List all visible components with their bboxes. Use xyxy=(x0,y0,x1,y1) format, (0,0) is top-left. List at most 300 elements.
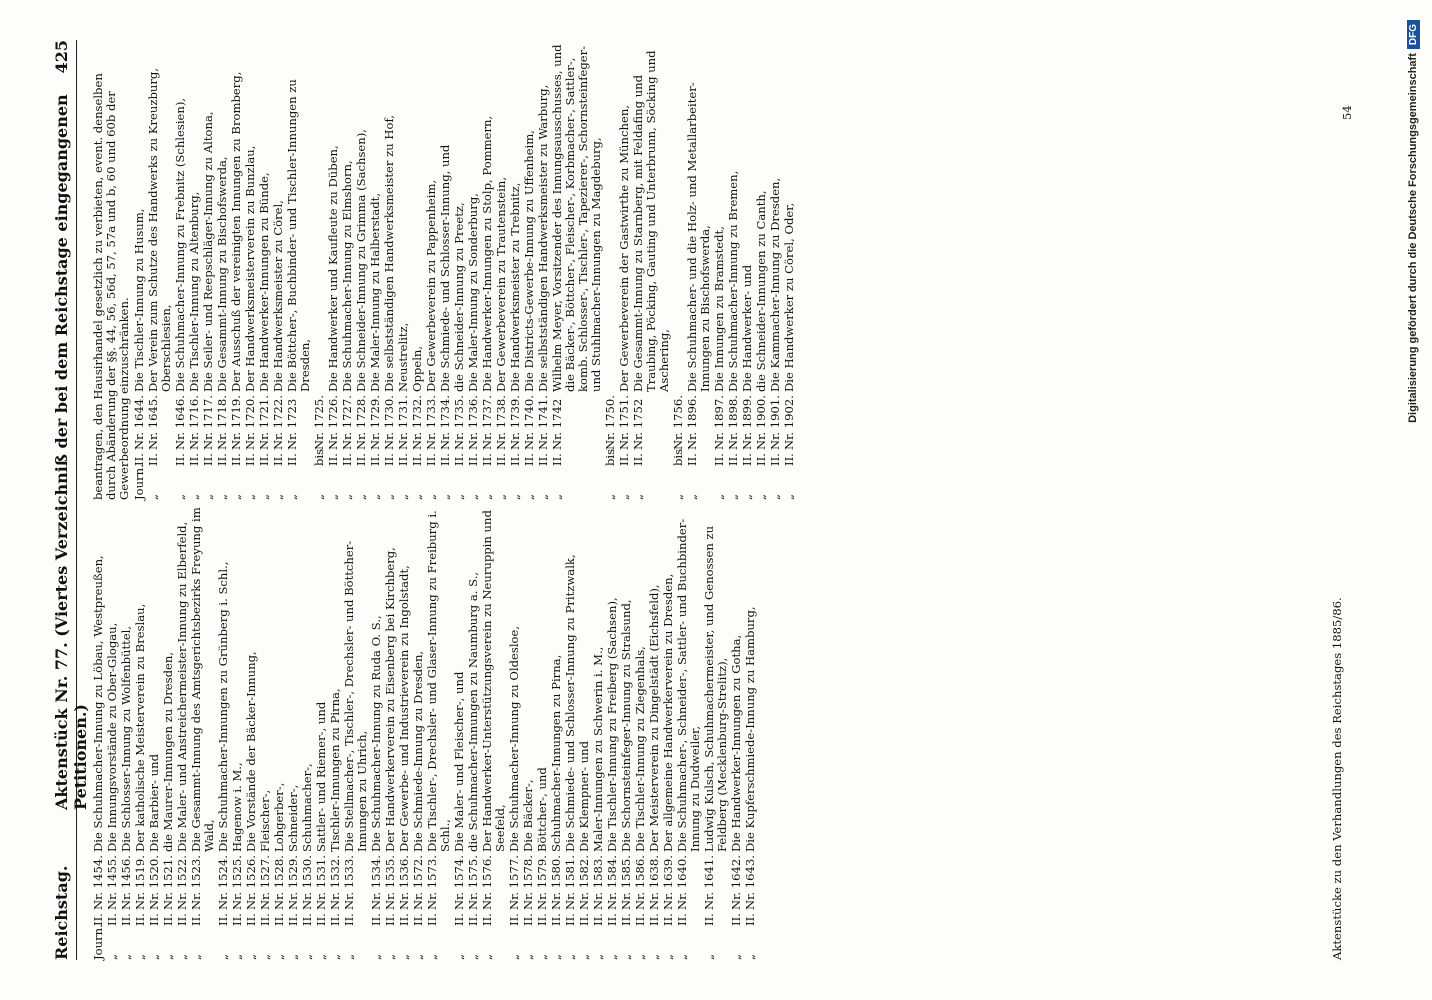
petition-description: Die Gesammt-Innung zu Starnberg, mit Feldafing und Traubing, Pöcking, Gauting und Unterbrunn, Söcking und Aschering, xyxy=(631,50,671,392)
petition-number: Nr. 1575. xyxy=(466,855,480,910)
petition-entry xyxy=(370,500,383,960)
petition-description: Die Schmiede- und Schlosser-Innung, und xyxy=(438,144,452,392)
petition-number: Nr. 1646. xyxy=(173,395,187,450)
journal-mark: „ xyxy=(354,493,368,500)
part-number: II. xyxy=(314,913,328,926)
journal-mark: „ xyxy=(215,493,229,500)
part-number: II. xyxy=(396,453,410,466)
part-number: II. xyxy=(369,913,383,926)
petition-number: Nr. 1742 xyxy=(550,398,564,450)
petition-entry xyxy=(481,40,494,500)
petition-number: Nr. 1532. xyxy=(328,855,342,910)
petition-number: Nr. 1572. xyxy=(411,855,425,910)
petition-number: Nr. 1530. xyxy=(300,855,314,910)
petition-number: Nr. 1638. xyxy=(647,855,661,910)
petition-entry xyxy=(301,500,314,960)
petition-number: Nr. 1643. xyxy=(743,855,757,910)
journal-mark: „ xyxy=(326,493,340,500)
petition-number: Nr. 1896. xyxy=(685,395,699,450)
part-number: II. xyxy=(661,913,675,926)
petition-description xyxy=(672,40,685,392)
petition-description: Der Verein zum Schutze des Handwerks zu Kreuzburg, Oberschlesien, xyxy=(146,67,173,392)
part-number: II. xyxy=(91,913,105,926)
part-number: II. xyxy=(105,913,119,926)
part-number: II. xyxy=(522,453,536,466)
petition-entry xyxy=(550,500,563,960)
petition-number: Nr. 1456. xyxy=(119,855,133,910)
petition-entry xyxy=(439,40,452,500)
petition-entry xyxy=(134,500,147,960)
journal-mark: „ xyxy=(452,493,466,500)
petition-number: Nr. 1726. xyxy=(326,395,340,450)
journal-mark: „ xyxy=(729,953,743,960)
petition-entry xyxy=(133,40,146,500)
petition-number: Nr. 1722. xyxy=(271,395,285,450)
journal-mark: „ xyxy=(536,493,550,500)
part-number: II. xyxy=(244,913,258,926)
petition-number: Nr. 1536. xyxy=(397,855,411,910)
petition-description: Die selbstständigen Handwerksmeister zu Warburg, xyxy=(536,84,550,392)
petition-entry xyxy=(188,40,201,500)
part-number: II. xyxy=(161,913,175,926)
part-number: II. xyxy=(466,913,480,926)
part-number: II. xyxy=(591,913,605,926)
petition-number: Nr. 1732. xyxy=(410,395,424,450)
petition-description: Die Schuhmacher-, Schneider-, Sattler- und Buchbinder-Innung zu Dudweiler, xyxy=(675,518,702,852)
journal-mark: „ xyxy=(396,493,410,500)
petition-description: Böttcher-, und xyxy=(535,767,549,852)
petition-number: Nr. 1531. xyxy=(314,855,328,910)
journal-mark: „ xyxy=(105,953,119,960)
journal-mark: „ xyxy=(424,493,438,500)
journal-mark: „ xyxy=(368,493,382,500)
journal-mark: „ xyxy=(314,953,328,960)
petition-description: Lohgerber-, xyxy=(272,782,286,852)
part-number: II. xyxy=(425,913,439,926)
header-left: Reichstag. xyxy=(52,865,71,960)
part-number: II. xyxy=(480,453,494,466)
part-number: II. xyxy=(271,453,285,466)
petition-number: Nr. 1716. xyxy=(187,395,201,450)
petition-entry xyxy=(244,40,257,500)
part-number: II. xyxy=(754,453,768,466)
part-number: II. xyxy=(175,913,189,926)
petition-entry xyxy=(744,500,757,960)
journal-mark: „ xyxy=(782,493,796,500)
petition-description: Die Districts-Gewerbe-Innung zu Uffenheim, xyxy=(522,130,536,392)
petition-number: Nr. 1734. xyxy=(438,395,452,450)
petition-number: Nr. 1520. xyxy=(147,855,161,910)
part-number: II. xyxy=(466,453,480,466)
petition-description: Die Maler- und Anstreichermeister-Innung zu Elberfeld, xyxy=(175,521,189,852)
part-number: II. xyxy=(326,453,340,466)
petition-entry xyxy=(190,500,216,960)
petition-number: Nr. 1740. xyxy=(522,395,536,450)
part-number: II. xyxy=(452,453,466,466)
petition-entry xyxy=(672,40,685,500)
petition-number: Nr. 1642. xyxy=(729,855,743,910)
journal-mark: „ xyxy=(438,493,452,500)
right-column-list xyxy=(133,40,796,500)
petition-description: Die Handwerker-Innungen zu Stolp, Pommern, xyxy=(480,115,494,392)
part-number: II. xyxy=(452,913,466,926)
journal-mark: „ xyxy=(480,493,494,500)
part-number: II. xyxy=(577,913,591,926)
petition-entry xyxy=(769,40,782,500)
part-number: II. xyxy=(382,453,396,466)
petition-number: Nr. 1586. xyxy=(633,855,647,910)
petition-number: Nr. 1645. xyxy=(146,395,160,450)
petition-entry xyxy=(730,500,743,960)
part-number: II. xyxy=(740,453,754,466)
petition-description: Die Schuhmacher-Innung zu Oldesloe, xyxy=(507,625,521,852)
petition-description: Der Gewerbeverein zu Trautenstein, xyxy=(494,176,508,392)
journal-mark: „ xyxy=(286,953,300,960)
petition-description: Der Handwerkerverein zu Eisenberg bei Kirchberg, xyxy=(383,547,397,852)
petition-entry xyxy=(411,40,424,500)
petition-number: Nr. 1752 xyxy=(631,398,645,450)
petition-number: Nr. 1644. xyxy=(132,395,146,450)
journal-mark: „ xyxy=(480,953,494,960)
left-column xyxy=(92,500,758,960)
part-number: II. xyxy=(617,453,631,466)
part-number: II. xyxy=(782,453,796,466)
journal-mark: „ xyxy=(340,493,354,500)
petition-number: Nr. 1454. xyxy=(91,855,105,910)
part-number: II. xyxy=(201,453,215,466)
petition-number: Nr. 1583. xyxy=(591,855,605,910)
petition-entry xyxy=(258,40,271,500)
part-number: II. xyxy=(229,453,243,466)
petition-description: Die Handwerksmeister zu Cörel, xyxy=(271,200,285,392)
petition-entry xyxy=(230,40,243,500)
petition-entry xyxy=(632,40,671,500)
part-number: II. xyxy=(768,453,782,466)
journal-mark: „ xyxy=(550,493,564,500)
petition-entry xyxy=(755,40,768,500)
petition-entry xyxy=(147,40,173,500)
petition-entry xyxy=(329,500,342,960)
petition-entry xyxy=(397,40,410,500)
petition-description: Die Handwerker und Kaufleute zu Düben, xyxy=(326,145,340,392)
journal-mark: „ xyxy=(425,953,439,960)
petition-description: die Maurer-Innungen zu Dresden, xyxy=(161,651,175,852)
petition-description: Wilhelm Meyer, Vorsitzender des Innungsausschusses, und die Bäcker-, Böttcher-, Fleischer-, Korbmacher-, Sattler-, komb. Schlosser-, Tischler-, Tapezierer-, Schornsteinfeger- und Stuhlmacher-Innungen zu Magdeburg, xyxy=(550,44,603,392)
part-number: II. xyxy=(685,453,699,466)
journal-mark: „ xyxy=(619,953,633,960)
journal-mark: „ xyxy=(740,493,754,500)
petition-entry xyxy=(741,40,754,500)
petition-number: Nr. 1725. xyxy=(312,395,326,450)
journal-mark: „ xyxy=(161,953,175,960)
petition-description: Maler-Innungen zu Schwerin i. M., xyxy=(591,646,605,852)
petition-number: Nr. 1639. xyxy=(661,855,675,910)
petition-number: Nr. 1526. xyxy=(244,855,258,910)
journal-mark: „ xyxy=(647,953,661,960)
part-number: II. xyxy=(535,913,549,926)
signature-mark: 54 xyxy=(1340,105,1354,120)
petition-number: Nr. 1736. xyxy=(466,395,480,450)
part-number: II. xyxy=(258,913,272,926)
petition-description: Neustrelitz, xyxy=(396,322,410,392)
dfg-logo: DFG xyxy=(1407,20,1420,49)
petition-entry xyxy=(618,40,631,500)
petition-number: Nr. 1717. xyxy=(201,395,215,450)
petition-entry xyxy=(92,500,105,960)
petition-entry xyxy=(383,40,396,500)
petition-description: Die Schmiede-Innung zu Dresden, xyxy=(411,650,425,852)
petition-entry xyxy=(341,40,354,500)
journal-mark: „ xyxy=(577,953,591,960)
petition-description: Die Barbier- und xyxy=(147,753,161,852)
petition-number: Nr. 1730. xyxy=(382,395,396,450)
journal-mark: „ xyxy=(175,953,189,960)
part-number: II. xyxy=(631,453,645,466)
petition-description: Die Schuhmacher-Innung zu Bremen, xyxy=(726,170,740,392)
petition-entry xyxy=(106,500,119,960)
petition-description: Die Stellmacher-, Tischler-, Drechsler- und Böttcher-Innungen zu Uhrich, xyxy=(342,540,369,852)
petition-entry xyxy=(713,40,726,500)
journal-mark: „ xyxy=(507,953,521,960)
petition-description: Die Tischler-Innung zu Husum, xyxy=(132,208,146,392)
part-number: II. xyxy=(215,453,229,466)
part-number: II. xyxy=(619,913,633,926)
petition-number: Nr. 1534. xyxy=(369,855,383,910)
petition-entry xyxy=(467,500,480,960)
journal-mark: „ xyxy=(201,493,215,500)
petition-description: Die Tischler-Innung zu Freiberg (Sachsen), xyxy=(605,597,619,852)
petition-description: Die Schuhmacher-Innung zu Elmshorn, xyxy=(340,160,354,392)
part-number: II. xyxy=(712,453,726,466)
petition-number: Nr. 1521. xyxy=(161,855,175,910)
petition-description: Die Schneider-Innung zu Grimma (Sachsen), xyxy=(354,129,368,392)
petition-number: Nr. 1579. xyxy=(535,855,549,910)
part-number: II. xyxy=(729,913,743,926)
petition-entry xyxy=(453,500,466,960)
part-number: II. xyxy=(633,913,647,926)
petition-number: Nr. 1524. xyxy=(216,855,230,910)
petition-entry xyxy=(523,40,536,500)
petition-number: Nr. 1523. xyxy=(189,855,203,910)
petition-number: Nr. 1733. xyxy=(424,395,438,450)
petition-entry xyxy=(120,500,133,960)
petition-entry xyxy=(148,500,161,960)
petition-description: Der katholische Meisterverein zu Breslau, xyxy=(133,603,147,852)
petition-number: Nr. 1582. xyxy=(577,855,591,910)
petition-entry xyxy=(604,40,617,500)
petition-description: Die Schuhmacher-Innung zu Ruda O. S., xyxy=(369,615,383,852)
journal-mark: „ xyxy=(633,953,647,960)
petition-description: Die Schlosser-Innung zu Wolfenbüttel, xyxy=(119,625,133,852)
journal-mark: „ xyxy=(342,953,356,960)
journal-mark: „ xyxy=(383,953,397,960)
petition-entry xyxy=(231,500,244,960)
journal-mark: „ xyxy=(754,493,768,500)
petition-entry xyxy=(634,500,647,960)
journal-mark: Journ. xyxy=(132,464,146,500)
petition-description: Die Kupferschmiede-Innung zu Hamburg, xyxy=(743,606,757,852)
journal-mark: „ xyxy=(617,493,631,500)
journal-mark: „ xyxy=(187,493,201,500)
petition-entry xyxy=(287,500,300,960)
petition-entry xyxy=(495,40,508,500)
petition-description: Fleischer-, xyxy=(258,789,272,852)
petition-intro: beantragen, den Hausirhandel gesetzlich zu verbieten, event. denselben durch Abänderung der §§. 44, 56, 56d, 57, 57a und b, 60 und 60b der Gewerbeordnung einzuschränken. xyxy=(91,73,131,500)
petition-entry xyxy=(508,500,521,960)
journal-mark: „ xyxy=(452,953,466,960)
petition-entry xyxy=(272,40,285,500)
petition-description: Die Tischler-Innung zu Altenburg, xyxy=(187,191,201,392)
part-number: II. xyxy=(328,913,342,926)
part-number: II. xyxy=(119,913,133,926)
petition-number: Nr. 1899. xyxy=(740,395,754,450)
part-number: bis xyxy=(312,448,326,466)
petition-description: Die Handwerker- und xyxy=(740,264,754,392)
petition-entry xyxy=(606,500,619,960)
journal-mark: „ xyxy=(508,493,522,500)
part-number: II. xyxy=(243,453,257,466)
petition-number: Nr. 1731. xyxy=(396,395,410,450)
petition-number: Nr. 1455. xyxy=(105,855,119,910)
petition-entry xyxy=(426,500,452,960)
petition-description: Die Schuhmacher-Innung zu Löbau, Westpreußen, xyxy=(91,555,105,852)
petition-number: Nr. 1902. xyxy=(782,395,796,450)
journal-mark: „ xyxy=(189,953,203,960)
petition-description: Die Tischler-Innung zu Ziegenhals, xyxy=(633,646,647,852)
petition-number: Nr. 1720. xyxy=(243,395,257,450)
journal-mark: „ xyxy=(119,953,133,960)
petition-description: Der allgemeine Handwerkerverein zu Dresden, xyxy=(661,573,675,852)
journal-mark: „ xyxy=(671,493,685,500)
petition-entry xyxy=(313,40,326,500)
petition-number: Nr. 1580. xyxy=(549,855,563,910)
journal-mark: „ xyxy=(272,953,286,960)
petition-number: Nr. 1756. xyxy=(671,395,685,450)
petition-entry xyxy=(384,500,397,960)
part-number: II. xyxy=(507,913,521,926)
page-number: 425 xyxy=(52,40,71,74)
journal-mark: „ xyxy=(216,953,230,960)
petition-description: Die Handwerksmeister zu Trebnitz, xyxy=(508,182,522,392)
journal-mark: „ xyxy=(257,493,271,500)
journal-mark: „ xyxy=(285,493,299,500)
journal-mark: „ xyxy=(494,493,508,500)
petition-entry xyxy=(286,40,312,500)
petition-description: Der Gewerbeverein der Gastwirthe zu München, xyxy=(617,105,631,392)
petition-number: Nr. 1900. xyxy=(754,395,768,450)
petition-number: Nr. 1535. xyxy=(383,855,397,910)
part-number: II. xyxy=(340,453,354,466)
petition-number: Nr. 1522. xyxy=(175,855,189,910)
part-number: II. xyxy=(549,913,563,926)
petition-number: Nr. 1584. xyxy=(605,855,619,910)
journal-mark: „ xyxy=(768,493,782,500)
part-number: II. xyxy=(342,913,356,926)
journal-mark: „ xyxy=(410,493,424,500)
petition-number: Nr. 1741. xyxy=(536,395,550,450)
petition-entry xyxy=(412,500,425,960)
part-number: II. xyxy=(726,453,740,466)
petition-entry xyxy=(425,40,438,500)
part-number: II. xyxy=(300,913,314,926)
petition-number: Nr. 1578. xyxy=(521,855,535,910)
petition-description: Die Schornsteinfeger-Innung zu Stralsund, xyxy=(619,599,633,852)
petition-number: Nr. 1529. xyxy=(286,855,300,910)
journal-mark: „ xyxy=(726,493,740,500)
part-number: II. xyxy=(230,913,244,926)
petition-description: Der Meisterverein zu Dingelstädt (Eichsfeld), xyxy=(647,584,661,852)
petition-entry xyxy=(467,40,480,500)
petition-description: Die Schuhmacher-Innung zu Frebnitz (Schlesien), xyxy=(173,97,187,392)
part-number: II. xyxy=(272,913,286,926)
petition-entry xyxy=(273,500,286,960)
petition-number: Nr. 1573. xyxy=(425,855,439,910)
petition-description: Die Vorstände der Bäcker-Innung, xyxy=(244,651,258,852)
petition-number: Nr. 1897. xyxy=(712,395,726,450)
petition-description: Schneider-, xyxy=(286,784,300,852)
journal-mark: „ xyxy=(743,953,757,960)
journal-mark: „ xyxy=(369,953,383,960)
part-number: II. xyxy=(410,453,424,466)
footer-note: Aktenstücke zu den Verhandlungen des Reichstages 1885/86. xyxy=(1330,597,1344,960)
petition-number: Nr. 1527. xyxy=(258,855,272,910)
journal-mark: „ xyxy=(563,953,577,960)
part-number: II. xyxy=(675,913,689,926)
journal-mark: „ xyxy=(243,493,257,500)
journal-mark: „ xyxy=(702,953,716,960)
petition-entry xyxy=(398,500,411,960)
part-number: II. xyxy=(411,913,425,926)
part-number: II. xyxy=(189,913,203,926)
petition-number: Nr. 1901. xyxy=(768,395,782,450)
petition-number: Nr. 1728. xyxy=(354,395,368,450)
journal-mark: „ xyxy=(147,953,161,960)
digitization-notice xyxy=(1398,20,1428,980)
petition-description: Oppeln, xyxy=(410,345,424,392)
petition-description: Die Handwerker-Innungen zu Bünde, xyxy=(257,172,271,392)
part-number: II. xyxy=(173,453,187,466)
petition-number: Nr. 1898. xyxy=(726,395,740,450)
part-number: II. xyxy=(285,453,299,466)
journal-mark: „ xyxy=(397,953,411,960)
journal-mark: „ xyxy=(535,953,549,960)
petition-entry xyxy=(453,40,466,500)
petition-number: Nr. 1750. xyxy=(603,395,617,450)
part-number: II. xyxy=(702,913,716,926)
part-number: II. xyxy=(647,913,661,926)
part-number: II. xyxy=(133,913,147,926)
part-number: II. xyxy=(438,453,452,466)
petition-entry xyxy=(162,500,175,960)
petition-description: die Schuhmacher-Innungen zu Naumburg a. S., xyxy=(466,571,480,852)
petition-number: Nr. 1519. xyxy=(133,855,147,910)
part-number: II. xyxy=(383,913,397,926)
journal-mark: „ xyxy=(133,953,147,960)
petition-number: Nr. 1721. xyxy=(257,395,271,450)
petition-description: Der Gewerbe- und Industrieverein zu Ingolstadt, xyxy=(397,565,411,852)
petition-entry xyxy=(686,40,712,500)
petition-description xyxy=(604,40,617,392)
petition-number: Nr. 1738. xyxy=(494,395,508,450)
petition-entry xyxy=(537,40,550,500)
petition-number: Nr. 1528. xyxy=(272,855,286,910)
journal-mark: „ xyxy=(382,493,396,500)
petition-entry xyxy=(522,500,535,960)
petition-entry xyxy=(783,40,796,500)
journal-mark: „ xyxy=(549,953,563,960)
petition-number: Nr. 1751. xyxy=(617,395,631,450)
petition-entry xyxy=(174,40,187,500)
